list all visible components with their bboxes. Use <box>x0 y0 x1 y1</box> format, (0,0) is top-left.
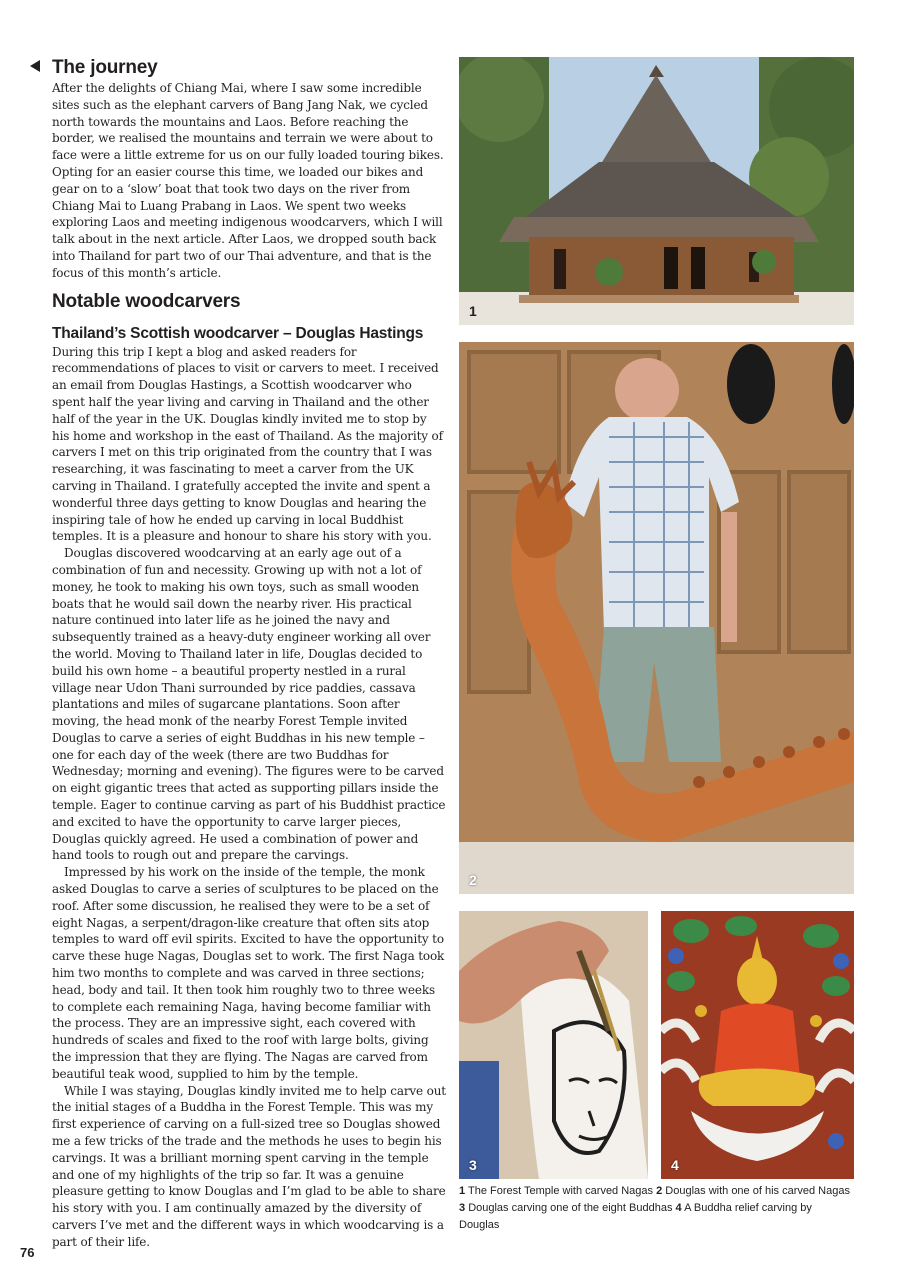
temple-image <box>459 57 854 325</box>
journey-heading: The journey <box>52 57 158 78</box>
caption-text-1: The Forest Temple with carved Nagas <box>467 1185 654 1197</box>
douglas-subheading: Thailand’s Scottish woodcarver – Douglas Hastings <box>52 324 424 342</box>
caption-text-2: Douglas with one of his carved Nagas <box>665 1185 850 1197</box>
photo-douglas-naga <box>459 342 854 894</box>
body-paragraph-2: Douglas discovered woodcarving at an early age out of a combination of fun and necessity. Growing up with not a lot of money, he took to making his own toys, such as small wooden boats that he would sail down the nearby river. His practical nature continued into later life as he joined the navy and subsequently trained as a heavy-duty engineer working all over the world. Moving to Thailand later in life, Douglas decided to build his own home – a beautiful property nestled in a rural village near Udon Thani surrounded by rice paddies, cassava plantations and miles of sugarcane plantations. Soon after moving, the head monk of the nearby Forest Temple invited Douglas to carve a series of eight Buddhas in his new temple – one for each day of the week (there are two Buddhas for Wednesday; morning and evening). The figures were to be carved on eight gigantic trees that acted as supporting pillars inside the temple. Eager to continue carving as part of his Buddhist practice and excited to have the opportunity to carve larger pieces, Douglas quickly agreed. He used a combination of power and hand tools to rough out and prepare the carvings. <box>52 546 446 863</box>
photo-forest-temple <box>459 57 854 325</box>
body-paragraph-1: During this trip I kept a blog and asked readers for recommendations of places to visit or carvers to meet. I received an email from Douglas Hastings, a Scottish woodcarver who spent half the year living and carving in Thailand and the other half of the year in the UK. Douglas kindly invited me to stop by his home and workshop in the east of Thailand. As the majority of carvers I met on this trip originated from the country that I was researching, it was fascinating to meet a carver from the UK carving in Thailand. I gratefully accepted the invite and spent a wonderful three days getting to know Douglas and hearing the inspiring tale of how he ended up carving in local Buddhist temples. It is a pleasure and honour to share his story with you. <box>52 344 443 544</box>
notable-heading: Notable woodcarvers <box>52 290 241 312</box>
douglas-naga-image <box>459 342 854 894</box>
carving-buddha-image <box>459 911 648 1179</box>
section-arrow-icon <box>30 60 40 72</box>
photo-captions <box>459 1183 854 1234</box>
journey-paragraph: After the delights of Chiang Mai, where I saw some incredible sites such as the elephant carvers of Bang Jang Nak, we cycled north towards the mountains and Laos. Before reaching the border, we realised the mountains and terrain we were about to face were a little extreme for us on our fully loaded touring bikes. Opting for an easier course this time, we loaded our bikes and gear on to a ‘slow’ boat that took two days on the river from Chiang Mai to Luang Prabang in Laos. We spent two weeks exploring Laos and meeting indigenous woodcarvers, which I will talk about in the next article. After Laos, we dropped south back into Thailand for part two of our Thai adventure, and that is the focus of this month’s article. <box>52 81 444 280</box>
photo-number-2: 2 <box>469 872 477 888</box>
body-paragraph-4: While I was staying, Douglas kindly invited me to help carve out the initial stages of a Buddha in the Forest Temple. This was my first experience of carving on a full-sized tree so Douglas showed me a few tricks of the trade and the methods he uses to begin his carvings. It was a brilliant morning spent carving in the temple and one of my highlights of the trip so far. It was a genuine pleasure getting to know Douglas and I’m glad to be able to share his story with you. I am continually amazed by the diversity of carvers I’ve met and the different ways in which woodcarving is a part of their life. <box>52 1083 446 1249</box>
caption-number-4: 4 <box>675 1202 682 1214</box>
photo-number-4: 4 <box>671 1157 679 1173</box>
photo-buddha-relief <box>661 911 854 1179</box>
body-paragraph-3: Impressed by his work on the inside of the temple, the monk asked Douglas to carve a series of sculptures to be placed on the roof. After some discussion, he realised they were to be a set of eight Nagas, a serpent/dragon-like creature that often sits atop temples to ward off evil spirits. Excited to have the opportunity to carve these huge Nagas, Douglas set to work. The first Naga took him two months to complete and was carved in three sections; head, body and tail. It then took him roughly two to three weeks to complete each remaining Naga, having become familiar with the process. They are an impressive sight, each covered with hundreds of scales and fixed to the roof with large bolts, giving the impression that they are flying. The Nagas are carved from beautiful teak wood, supplied to him by the temple. <box>52 865 445 1081</box>
article-text-column <box>52 56 447 1251</box>
photo-number-1: 1 <box>469 303 477 319</box>
buddha-relief-image <box>661 911 854 1179</box>
caption-text-3: Douglas carving one of the eight Buddhas <box>468 1202 673 1214</box>
photo-number-3: 3 <box>469 1157 477 1173</box>
caption-number-1: 1 <box>459 1185 466 1197</box>
photo-carving-buddha <box>459 911 648 1179</box>
caption-number-3: 3 <box>459 1202 466 1214</box>
caption-text-4: A Buddha relief carving by Douglas <box>459 1202 812 1231</box>
page-number: 76 <box>20 1245 35 1260</box>
caption-number-2: 2 <box>656 1185 663 1197</box>
